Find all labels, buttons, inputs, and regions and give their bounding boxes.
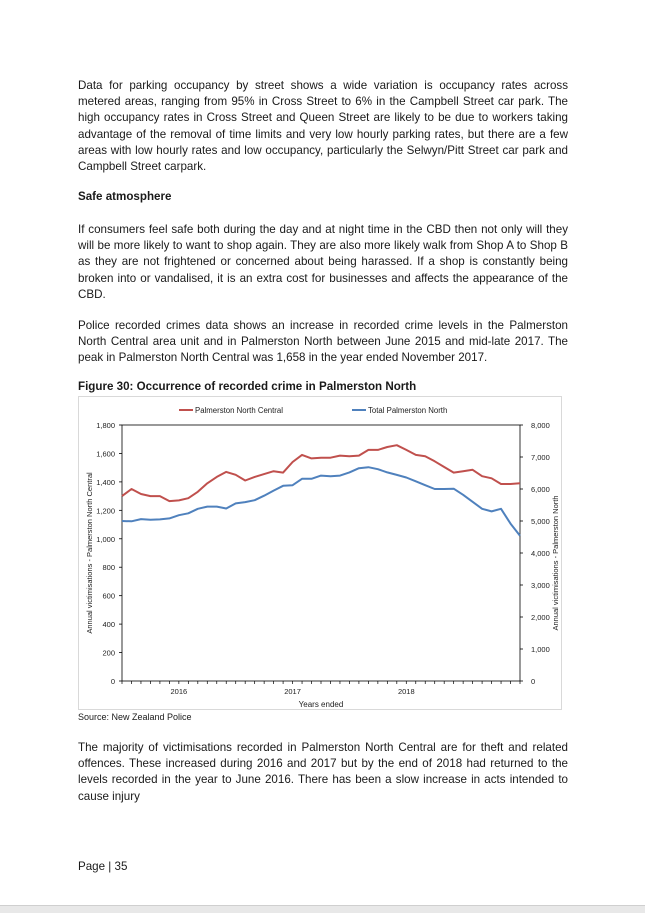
y-left-tick-label: 1,200 — [96, 506, 115, 516]
y-right-tick-label: 3,000 — [531, 581, 550, 590]
y-left-axis-title: Annual victimisations - Palmerston North Central — [85, 472, 94, 634]
y-right-tick-label: 8,000 — [531, 421, 550, 430]
y-right-axis-title: Annual victimisations - Palmerston North — [551, 495, 560, 631]
paragraph-parking: Data for parking occupancy by street shows a wide variation is occupancy rates across metered areas, ranging from 95% in Cross Street to 6% in the Campbell Street car park. The high occupancy rates in Cross Street and Queen Street are likely to be due to workers taking advantage of the removal of time limits and very low hourly parking rates, but there are a few areas with low hourly rates and low occupancy, particularly the Selwyn/Pitt Street car park and Campbell Street carpark. — [78, 79, 568, 174]
heading-safe-atmosphere: Safe atmosphere — [78, 190, 172, 203]
y-left-tick-label: 600 — [102, 591, 115, 601]
figure-caption: Figure 30: Occurrence of recorded crime in Palmerston North — [78, 380, 417, 393]
paragraph-majority: The majority of victimisations recorded in Palmerston North Central are for theft and related offences. These increased during 2016 and 2017 but by the end of 2018 had returned to the levels recorded in the year to June 2016. There has been a slow increase in acts intended to cause injury — [78, 741, 568, 803]
y-left-tick-label: 1,600 — [96, 449, 115, 459]
y-right-tick-label: 2,000 — [531, 613, 550, 622]
y-right-tick-label: 0 — [531, 677, 536, 686]
legend-label-0: Palmerston North Central — [195, 406, 283, 415]
source-note: Source: New Zealand Police — [78, 712, 192, 722]
y-left-tick-label: 1,000 — [96, 534, 115, 544]
y-left-tick-label: 200 — [102, 648, 115, 658]
y-left-tick-label: 0 — [110, 677, 115, 686]
y-right-tick-label: 6,000 — [531, 485, 550, 494]
y-right-tick-label: 4,000 — [531, 549, 550, 558]
crime-chart — [78, 396, 562, 710]
y-left-tick-label: 1,400 — [96, 477, 115, 487]
y-right-tick-label: 1,000 — [531, 645, 550, 654]
y-left-tick-label: 800 — [102, 563, 115, 573]
x-tick-label: 2018 — [397, 687, 415, 696]
x-tick-label: 2016 — [170, 687, 188, 696]
series-line-total-palmerston-north — [122, 467, 520, 536]
x-tick-label: 2017 — [284, 687, 301, 696]
y-right-tick-label: 5,000 — [531, 517, 550, 526]
page-number: Page | 35 — [78, 860, 128, 873]
x-axis-title: Years ended — [298, 700, 344, 709]
y-right-tick-label: 7,000 — [531, 453, 550, 462]
legend-label-1: Total Palmerston North — [368, 406, 448, 415]
paragraph-police: Police recorded crimes data shows an increase in recorded crime levels in the Palmerston North Central area unit and in Palmerston North between June 2015 and mid-late 2017. The peak in Palmerston North Central was 1,658 in the year ended November 2017. — [78, 319, 568, 365]
paragraph-safe: If consumers feel safe both during the day and at night time in the CBD then not only will they will be more likely to want to shop again. They are also more likely walk from Shop A to Shop B as they are not frightened or concerned about being harassed. If a shop is constantly being broken into or vandalised, it is an extra cost for businesses and affects the appearance of the CBD. — [78, 223, 568, 301]
plot-area — [122, 425, 520, 681]
chart-svg — [79, 397, 563, 711]
y-left-tick-label: 400 — [102, 620, 115, 630]
y-left-tick-label: 1,800 — [96, 421, 115, 430]
